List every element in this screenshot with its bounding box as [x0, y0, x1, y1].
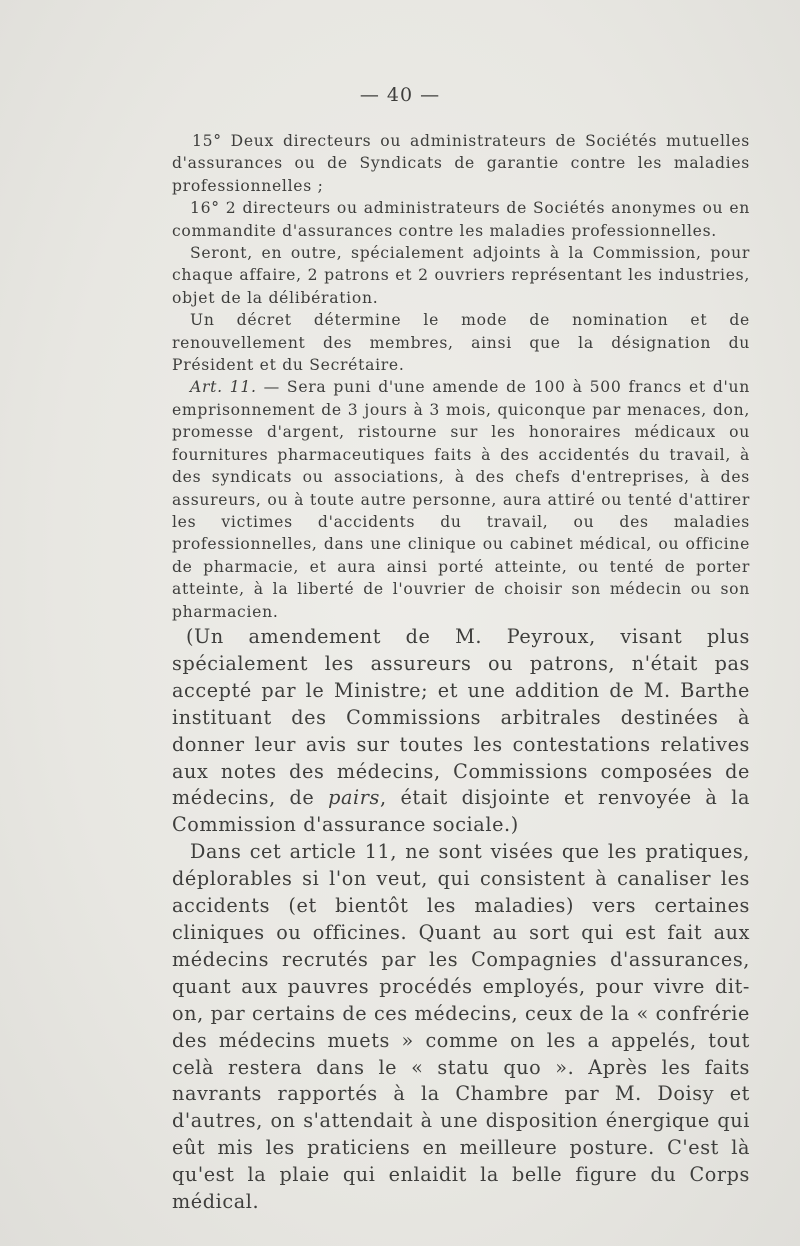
small-print-block [172, 130, 750, 623]
commentary-block [172, 624, 750, 1216]
amendement-text-end: , était disjointe et renvoyée à la Commission d'assurance sociale.) [172, 786, 751, 837]
amendement-text-start: (Un amendement de M. Peyroux, visant plus spécialement les assureurs ou patrons, n'était pas accepté par le Ministre; et une addition de M. Barthe instituant des Commissions arbitrales destinées à donner leur avis sur toutes les contestations relatives aux notes des médecins, Commissions composées de médecins, de [172, 625, 750, 810]
paragraph-commentary: Dans cet article 11, ne sont visées que les pratiques, déplorables si l'on veut, qui consistent à canaliser les accidents (et bientôt les maladies) vers certaines cliniques ou officines. Quant au sort qui est fait aux médecins recrutés par les Compagnies d'assurances, quant aux pauvres procédés employés, pour vivre dit-on, par certains de ces médecins, ceux de la « confrérie des médecins muets » comme on les a appelés, tout celà restera dans le « statu quo ». Après les faits navrants rapportés à la Chambre par M. Doisy et d'autres, on s'attendait à une disposition énergique qui eût mis les praticiens en meilleure posture. C'est là qu'est la plaie qui enlaidit la belle figure du Corps médical. [172, 840, 750, 1214]
page-number: — 40 — [359, 84, 441, 106]
paragraph-amendement [172, 624, 750, 839]
article-label: Art. 11. [190, 378, 257, 397]
paragraph-decret: Un décret détermine le mode de nomination et de renouvellement des membres, ainsi que la désignation du Président et du Secrétaire. [172, 311, 750, 375]
paragraph-article-11 [172, 376, 750, 622]
paragraph-adjoints: Seront, en outre, spécialement adjoints à la Commission, pour chaque affaire, 2 patrons et 2 ouvriers représentant les industries, objet de la délibération. [172, 244, 750, 307]
article-text: — Sera puni d'une amende de 100 à 500 francs et d'un emprisonnement de 3 jours à 3 mois, quiconque par menaces, don, promesse d'argent, ristourne sur les honoraires médicaux ou fournitures pharmaceutiques faits à des accidentés du travail, à des syndicats ou associations, à des chefs d'entreprises, à des assureurs, ou à toute autre personne, aura attiré ou tenté d'attirer les victimes d'accidents du travail, ou des maladies professionnelles, dans une clinique ou cabinet médical, ou officine de pharmacie, et aura ainsi porté atteinte, ou tenté de porter atteinte, à la liberté de l'ouvrier de choisir son médecin ou son pharmacien. [172, 378, 750, 621]
paragraph-item-16: 16° 2 directeurs ou administrateurs de Sociétés anonymes ou en commandite d'assurances contre les maladies professionnelles. [172, 199, 750, 240]
paragraph-item-15: 15° Deux directeurs ou administrateurs de Sociétés mutuelles d'assurances ou de Syndicats de garantie contre les maladies professionnelles ; [172, 132, 750, 195]
pairs-italic: pairs [328, 786, 381, 810]
